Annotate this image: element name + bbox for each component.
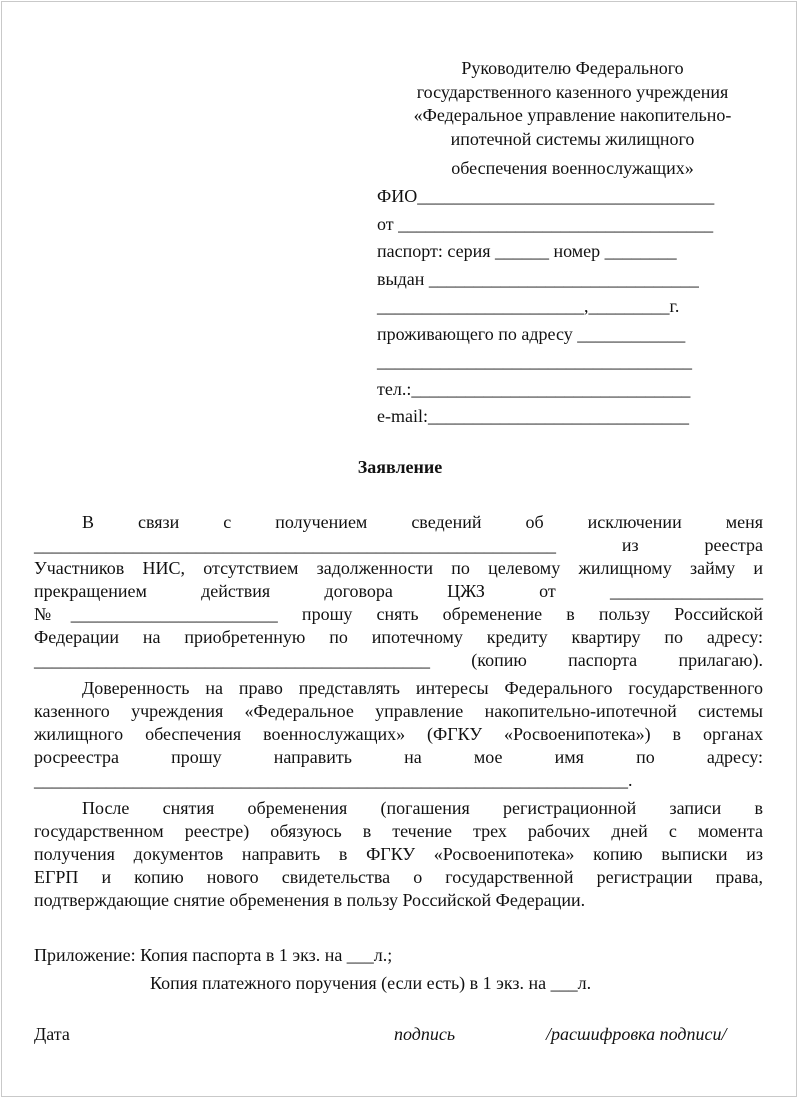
addressee-line: государственного казенного учреждения [416,81,729,102]
paragraph-1-line: ____________________________________________ (копию паспорта прилагаю). [34,650,763,670]
paragraph-3-line: ЕГРП и копию нового свидетельства о государственной регистрации права, [34,867,763,887]
signature-label: подпись [394,1024,456,1044]
paragraph-2-line: жилищного обеспечения военнослужащих» (ФГКУ «Росвоенипотека») в органах [34,724,763,744]
paragraph-2-line: казенного учреждения «Федеральное управление накопительно-ипотечной системы [34,701,763,721]
attachment-line-1: Приложение: Копия паспорта в 1 экз. на ___л.; [34,945,393,965]
address-field: проживающего по адресу ____________ [377,323,686,344]
addressee-block [390,57,755,181]
paragraph-2-line: __________________________________________________________________. [34,770,633,790]
addressee-line: ипотечной системы жилищного [450,128,695,149]
applicant-fields [377,183,767,431]
paragraph-1-line: Федерации на приобретенную по ипотечному кредиту квартиру по адресу: [34,627,763,647]
document-title: Заявление [357,457,443,477]
issued-date-field: _______________________,_________г. [377,296,680,316]
issued-field: выдан ______________________________ [377,268,699,289]
addressee-line: обеспечения военнослужащих» [451,158,694,178]
paragraph-3-line: подтверждающие снятие обременения в пользу Российской Федерации. [34,890,586,910]
addressee-line: Руководителю Федерального [461,58,684,78]
paragraph-3-line: получения документов направить в ФГКУ «Росвоенипотека» копию выписки из [34,844,763,864]
fio-field: ФИО_________________________________ [377,186,715,206]
paragraph-1-line: В связи с получением сведений об исключении меня [82,512,763,532]
paragraph-2-line: Доверенность на право представлять интересы Федерального государственного [82,678,763,698]
document-page [1,1,797,1097]
attachment-line-2: Копия платежного поручения (если есть) в 1 экз. на ___л. [150,973,592,993]
paragraph-2-line: росреестра прошу направить на мое имя по адресу: [34,747,763,767]
paragraph-1-line: №_______________________ прошу снять обременение в пользу Российской [34,604,763,624]
paragraph-3-line: государственном реестре) обязуюсь в течение трех рабочих дней с момента [34,821,763,841]
address-continuation-field: ___________________________________ [377,351,692,371]
paragraph-1-line: __________________________________________________________ из реестра [34,535,763,555]
email-field: e-mail:_____________________________ [377,406,689,426]
signature-decode-label: /расшифровка подписи/ [546,1024,727,1044]
phone-field: тел.:_______________________________ [377,378,691,399]
paragraph-3-line: После снятия обременения (погашения регистрационной записи в [82,798,763,818]
paragraph-1-line: прекращением действия договора ЦЖЗ от _________________ [34,581,763,601]
addressee-line: «Федеральное управление накопительно- [413,105,732,125]
from-field: от ___________________________________ [377,213,714,234]
paragraph-1-line: Участников НИС, отсутствием задолженности по целевому жилищному займу и [34,558,763,578]
date-label: Дата [34,1024,70,1044]
passport-field: паспорт: серия ______ номер ________ [377,241,677,261]
